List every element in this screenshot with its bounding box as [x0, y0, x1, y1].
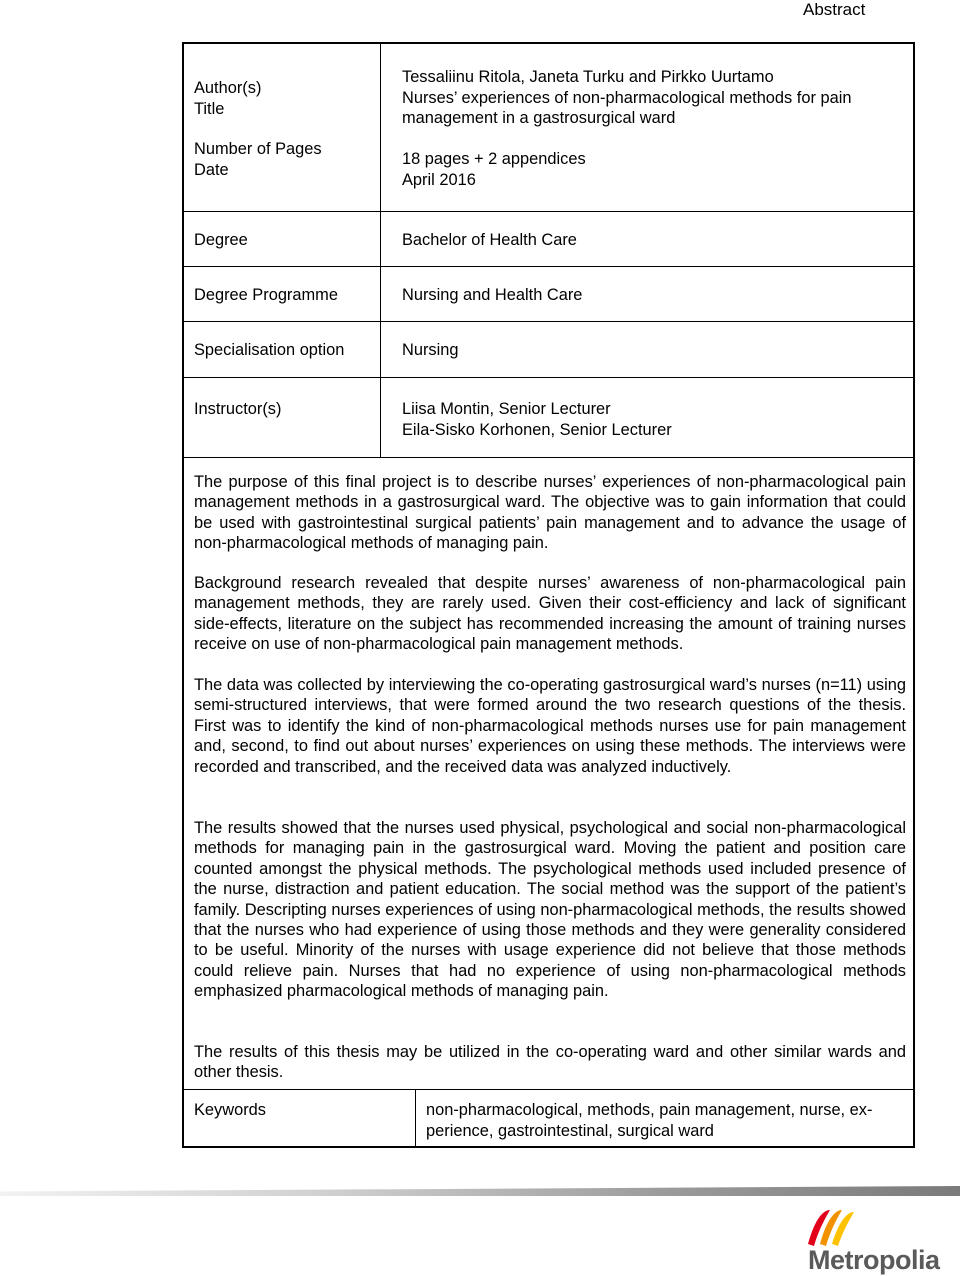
column-divider	[380, 44, 381, 457]
page-header-abstract: Abstract	[803, 0, 866, 19]
title-label: Title	[194, 100, 225, 118]
author-label: Author(s)	[194, 79, 262, 97]
row-divider	[184, 266, 913, 267]
programme-label: Degree Programme	[194, 286, 338, 304]
keywords-column-divider	[415, 1089, 416, 1146]
instructors-label: Instructor(s)	[194, 400, 282, 418]
row-divider	[184, 377, 913, 378]
row-divider	[184, 321, 913, 322]
abstract-paragraph-purpose: The purpose of this final project is to describe nurses’ experiences of non-pharmacological pain management methods in a gastrosurgical ward. The objective was to gain information that could be used with gastrointestinal surgical patients’ pain management and to advance the usage of non-pharmacological methods of managing pain.	[194, 473, 906, 553]
title-value-line1: Nurses’ experiences of non-pharmacological methods for pain	[402, 89, 852, 107]
footer-gradient-bar	[0, 1186, 960, 1196]
pages-label: Number of Pages	[194, 140, 322, 158]
abstract-paragraph-results: The results showed that the nurses used physical, psychological and social non-pharmacological methods for managing pain in the gastrosurgical ward. Moving the patient and position care counted amongst the physical methods. The psychological methods used included presence of the nurse, distraction and patient education. The social method was the support of the patient’s family. Descripting nurses experiences of using non-pharmacological methods, the results showed that the nurses who had experience of using those methods and they were generality considered to be useful. Minority of the nurses with usage experience did not believe that those methods could relieve pain. Nurses that had no experience of using non-pharmacological methods emphasized pharmacological methods of managing pain.	[194, 819, 906, 1001]
keywords-value-line1: non-pharmacological, methods, pain management, nurse, ex-	[426, 1101, 873, 1119]
degree-value: Bachelor of Health Care	[402, 231, 577, 249]
abstract-table	[182, 42, 915, 1148]
programme-value: Nursing and Health Care	[402, 286, 583, 304]
date-label: Date	[194, 161, 229, 179]
row-divider	[184, 457, 913, 458]
specialisation-label: Specialisation option	[194, 341, 345, 359]
pages-value: 18 pages + 2 appendices	[402, 150, 586, 168]
keywords-label: Keywords	[194, 1101, 266, 1119]
row-divider	[184, 211, 913, 212]
degree-label: Degree	[194, 231, 248, 249]
instructor-value-1: Liisa Montin, Senior Lecturer	[402, 400, 611, 418]
metropolia-logo-text: Metropolia	[808, 1245, 940, 1275]
specialisation-value: Nursing	[402, 341, 459, 359]
author-value: Tessaliinu Ritola, Janeta Turku and Pirkko Uurtamo	[402, 68, 774, 86]
row-divider	[184, 1089, 913, 1090]
abstract-paragraph-data: The data was collected by interviewing the co-operating gastrosurgical ward’s nurses (n=11) using semi-structured interviews, that were formed around the two research questions of the thesis. First was to identify the kind of non-pharmacological methods nurses use for pain management and, second, to find out about nurses’ experiences on using these methods. The interviews were recorded and transcribed, and the received data was analyzed inductively.	[194, 676, 906, 776]
instructor-value-2: Eila-Sisko Korhonen, Senior Lecturer	[402, 421, 672, 439]
abstract-paragraph-background: Background research revealed that despite nurses’ awareness of non-pharmacological pain management methods, they are rarely used. Given their cost-efficiency and lack of significant side-effects, literature on the subject has recommended increasing the amount of training nurses receive on use of non-pharmacological pain management methods.	[194, 574, 906, 654]
date-value: April 2016	[402, 171, 476, 189]
keywords-value-line2: perience, gastrointestinal, surgical ward	[426, 1122, 714, 1140]
abstract-paragraph-utilization: The results of this thesis may be utilized in the co-operating ward and other similar wards and other thesis.	[194, 1043, 906, 1082]
title-value-line2: management in a gastrosurgical ward	[402, 109, 676, 127]
